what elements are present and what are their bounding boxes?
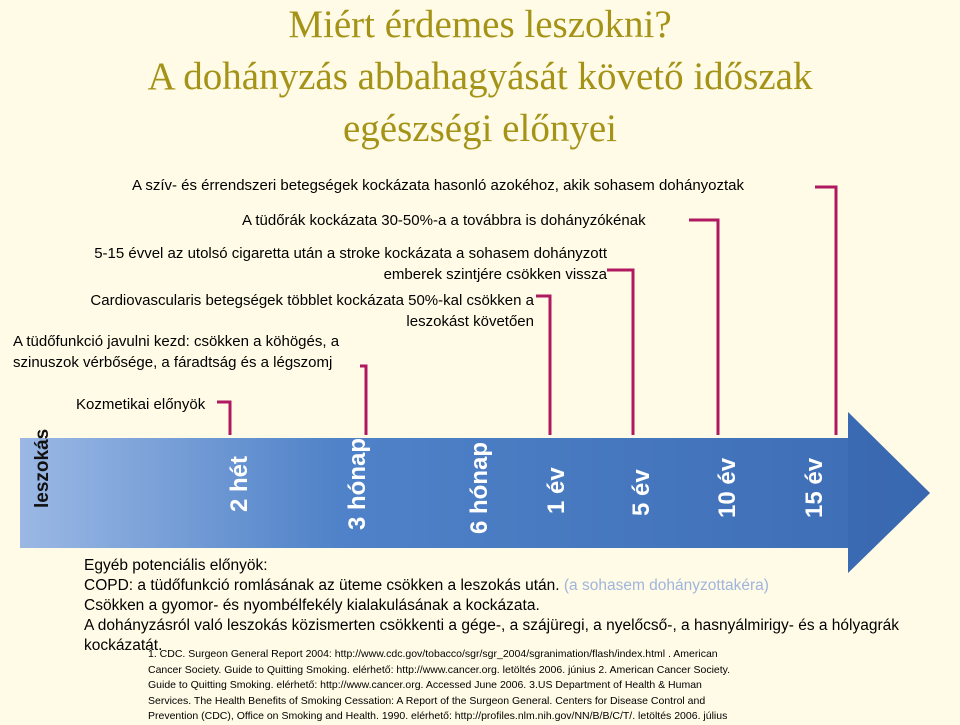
benefit-cosmetic: Kozmetikai előnyök — [76, 396, 206, 413]
copd-text: COPD: a tüdőfunkció romlásának az üteme csökken a leszokás után. — [84, 577, 560, 594]
bracket-cosmetic — [217, 402, 230, 435]
other-benefits-cancer-line-2: kockázatát. — [84, 637, 163, 654]
other-benefits-ulcer: Csökken a gyomor- és nyombélfekély kialakulásának a kockázata. — [84, 597, 540, 614]
benefit-heart-disease: A szív- és érrendszeri betegségek kockázata hasonló azokéhoz, akik sohasem dohányoztak — [132, 177, 745, 194]
reference-line-3: Guide to Quitting Smoking. elérhető: http://www.cancer.org. Accessed June 2006. 3.US Department of Health & Human — [148, 679, 702, 691]
timeline-arrow-shadow — [848, 412, 930, 573]
benefit-stroke — [60, 243, 607, 285]
benefit-cardiovascular-line-2: leszokást követően — [406, 313, 534, 330]
reference-line-1: 1. CDC. Surgeon General Report 2004: http://www.cdc.gov/tobacco/sgr/sgr_2004/sgranimation/flash/index.html . American — [148, 648, 718, 660]
other-benefits-heading: Egyéb potenciális előnyök: — [84, 557, 268, 574]
benefit-lung-function-line-1: A tüdőfunkció javulni kezd: csökken a köhögés, a — [13, 333, 340, 350]
timeline-start-label: leszokás — [32, 428, 53, 508]
references — [148, 647, 748, 725]
reference-line-4: Services. The Health Benefits of Smoking Cessation: A Report of the Surgeon General. Centers for Disease Control and — [148, 694, 706, 707]
timeline-label-2-weeks: 2 hét — [226, 455, 253, 512]
benefit-stroke-line-1: 5-15 évvel az utolsó cigaretta után a stroke kockázata a sohasem dohányzott — [94, 245, 607, 262]
bracket-heart-disease — [815, 187, 836, 435]
title-line-1: Miért érdemes leszokni? — [288, 3, 672, 46]
other-benefits-cancer-line-1: A dohányzásról való leszokás közismerten csökkenti a gége-, a szájüregi, a nyelőcső-, a hasnyálmirigy- és a hólyagrák — [84, 617, 900, 634]
timeline-label-6-months: 6 hónap — [466, 441, 493, 534]
benefit-cardiovascular-line-1: Cardiovascularis betegségek többlet kockázata 50%-kal csökken a — [90, 292, 534, 309]
bracket-cardiovascular — [536, 296, 550, 435]
bracket-lung-function — [360, 366, 366, 435]
bracket-lung-cancer — [689, 220, 718, 435]
timeline-label-5-years: 5 év — [628, 469, 655, 516]
benefit-lung-cancer: A tüdőrák kockázata 30-50%-a a továbbra is dohányzókénak — [242, 212, 646, 229]
reference-line-5: Prevention (CDC), Office on Smoking and Health. 1990. elérhető: http://profiles.nlm.nih.gov/NN/B/B/C/T/. letöltés 2006. július — [148, 710, 728, 722]
timeline-label-10-years: 10 év — [714, 457, 741, 518]
timeline-label-1-year: 1 év — [543, 467, 570, 514]
timeline-label-3-months: 3 hónap — [344, 437, 371, 530]
other-benefits-copd — [84, 576, 944, 596]
title-line-2: A dohányzás abbahagyását követő időszak — [147, 55, 813, 98]
bracket-stroke — [607, 270, 633, 435]
other-benefits — [84, 556, 944, 656]
benefit-lung-function — [13, 331, 339, 373]
benefit-cardiovascular — [64, 290, 534, 332]
reference-line-2: Cancer Society. Guide to Quitting Smoking. elérhető: http://www.cancer.org. letöltés 2006. június 2. American Cancer Society. — [148, 663, 731, 676]
benefit-stroke-line-2: emberek szintjére csökken vissza — [383, 266, 607, 283]
benefit-lung-function-line-2: szinuszok vérbősége, a fáradtság és a légszomj — [13, 354, 333, 371]
copd-note: (a sohasem dohányzottakéra) — [563, 577, 769, 594]
title-line-3: egészségi előnyei — [343, 107, 617, 150]
timeline-label-15-years: 15 év — [801, 457, 828, 518]
